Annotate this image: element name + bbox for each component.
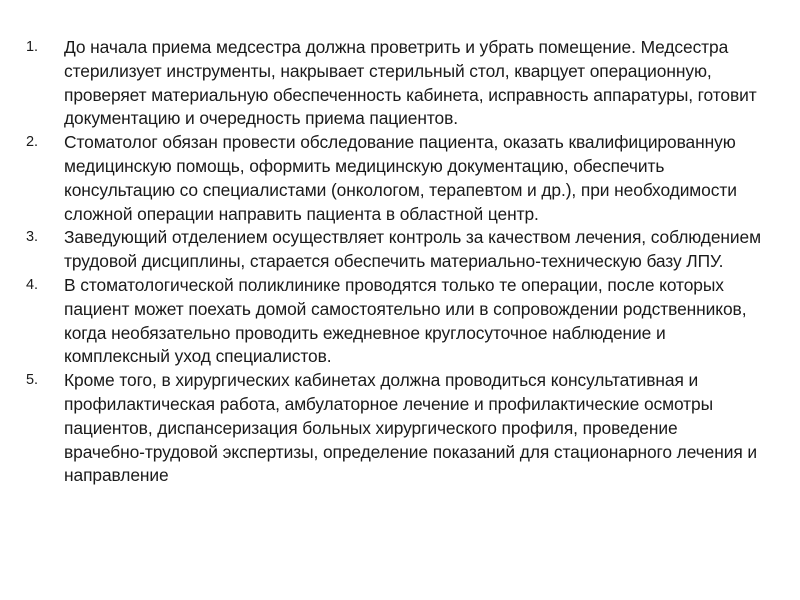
list-item-number: 5. xyxy=(26,372,38,389)
list-item-number: 3. xyxy=(26,229,38,246)
list-item-number: 1. xyxy=(26,39,38,55)
list-item xyxy=(26,131,761,226)
list-item xyxy=(26,36,761,131)
numbered-list xyxy=(26,36,761,488)
list-item-text: В стоматологической поликлинике проводятся только те операции, после которых пациент может поехать домой самостоятельно или в сопровождении родственников, когда необязательно проводить ежедневное круглосуточное наблюдение и комплексный уход специалистов. xyxy=(64,274,747,367)
list-item xyxy=(26,274,761,369)
list-item xyxy=(26,226,761,274)
list-item-text: Стоматолог обязан провести обследование пациента, оказать квалифицированную медицинскую помощь, оформить медицинскую документацию, обеспечить консультацию со специалистами (онкологом, терапевтом и др.), при необходимости сложной операции направить пациента в областной центр. xyxy=(64,132,737,224)
list-item-text: До начала приема медсестра должна проветрить и убрать помещение. Медсестра стерилизует инструменты, накрывает стерильный стол, кварцует операционную, проверяет материальную обеспеченность кабинета, исправность аппаратуры, готовит документацию и очередность приема пациентов. xyxy=(64,37,757,129)
list-item xyxy=(26,369,761,488)
list-item-number: 4. xyxy=(26,276,38,293)
list-item-text: Заведующий отделением осуществляет контроль за качеством лечения, соблюдением трудовой дисциплины, старается обеспечить материально-техническую базу ЛПУ. xyxy=(64,227,761,272)
list-item-number: 2. xyxy=(26,134,38,151)
list-item-text: Кроме того, в хирургических кабинетах должна проводиться консультативная и профилактическая работа, амбулаторное лечение и профилактические осмотры пациентов, диспансеризация больных хирургического профиля, проведение врачебно-трудовой экспертизы, определение показаний для стационарного лечения и направление xyxy=(64,370,758,486)
